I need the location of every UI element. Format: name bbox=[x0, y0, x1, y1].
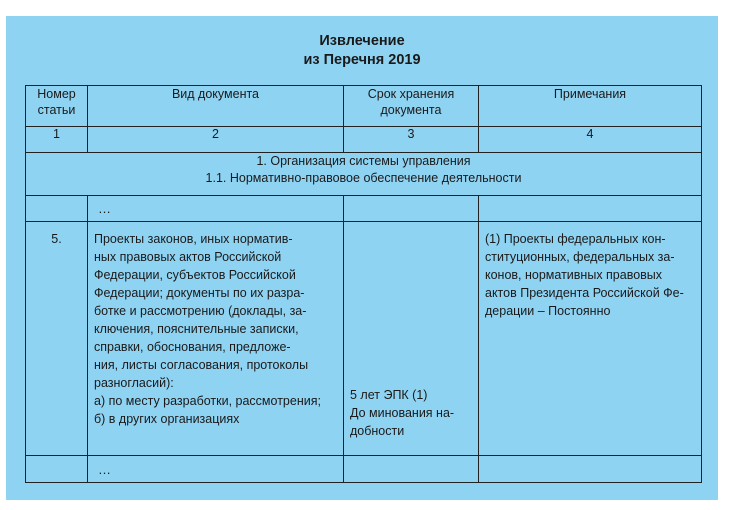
header-line: Примечания bbox=[553, 87, 627, 101]
header-notes bbox=[479, 86, 702, 127]
empty-cell bbox=[479, 196, 702, 222]
column-number: 1 bbox=[26, 127, 88, 153]
description-line: а) по месту разработки, рассмотрения; bbox=[94, 394, 321, 408]
term-line: добности bbox=[350, 424, 405, 438]
empty-cell bbox=[26, 456, 88, 483]
note-line: ституционных, федеральных за- bbox=[485, 250, 675, 264]
document-panel bbox=[6, 16, 718, 500]
note-line: актов Президента Российской Фе- bbox=[485, 286, 684, 300]
article-row bbox=[26, 222, 702, 456]
header-line: Срок хранения bbox=[367, 87, 455, 101]
section-line-2: 1.1. Нормативно-правовое обеспечение деятельности bbox=[205, 171, 522, 185]
description-line: ния, листы согласования, протоколы bbox=[94, 358, 309, 372]
term-line: 5 лет ЭПК (1) bbox=[350, 388, 428, 402]
header-line: документа bbox=[380, 103, 442, 117]
empty-cell bbox=[479, 456, 702, 483]
section-row bbox=[26, 153, 702, 196]
description-line: справки, обоснования, предложе- bbox=[94, 340, 291, 354]
term-line: До минования на- bbox=[350, 406, 455, 420]
section-heading bbox=[26, 153, 702, 196]
section-line-1: 1. Организация системы управления bbox=[256, 154, 471, 168]
note-line: (1) Проекты федеральных кон- bbox=[485, 232, 666, 246]
note-line: дерации – Постоянно bbox=[485, 304, 611, 318]
retention-term bbox=[350, 386, 474, 440]
ellipsis-row bbox=[26, 196, 702, 222]
article-retention-period bbox=[344, 222, 479, 456]
column-number: 4 bbox=[479, 127, 702, 153]
note-line: конов, нормативных правовых bbox=[485, 268, 663, 282]
header-document-type bbox=[88, 86, 344, 127]
description-line: Федерации, субъектов Российской bbox=[94, 268, 296, 282]
description-line: ключения, пояснительные записки, bbox=[94, 322, 299, 336]
retention-table bbox=[25, 85, 702, 483]
empty-cell bbox=[26, 196, 88, 222]
article-description bbox=[88, 222, 344, 456]
header-line: Вид документа bbox=[171, 87, 260, 101]
title-line-1: Извлечение bbox=[319, 33, 405, 49]
article-number: 5. bbox=[26, 222, 88, 456]
header-row bbox=[26, 86, 702, 127]
description-line: разногласий): bbox=[94, 376, 174, 390]
document-title bbox=[6, 32, 718, 70]
column-number: 3 bbox=[344, 127, 479, 153]
header-article-number bbox=[26, 86, 88, 127]
header-line: статьи bbox=[37, 103, 76, 117]
empty-cell bbox=[344, 456, 479, 483]
description-line: б) в других организациях bbox=[94, 412, 240, 426]
ellipsis: … bbox=[88, 196, 344, 222]
header-line: Номер bbox=[37, 87, 76, 101]
description-line: ных правовых актов Российской bbox=[94, 250, 282, 264]
column-number: 2 bbox=[88, 127, 344, 153]
description-line: ботке и рассмотрению (доклады, за- bbox=[94, 304, 307, 318]
title-line-2: из Перечня 2019 bbox=[303, 52, 421, 68]
ellipsis-row bbox=[26, 456, 702, 483]
header-retention-period bbox=[344, 86, 479, 127]
column-number-row bbox=[26, 127, 702, 153]
article-notes bbox=[479, 222, 702, 456]
description-line: Проекты законов, иных норматив- bbox=[94, 232, 293, 246]
ellipsis: … bbox=[88, 456, 344, 483]
empty-cell bbox=[344, 196, 479, 222]
description-line: Федерации; документы по их разра- bbox=[94, 286, 305, 300]
